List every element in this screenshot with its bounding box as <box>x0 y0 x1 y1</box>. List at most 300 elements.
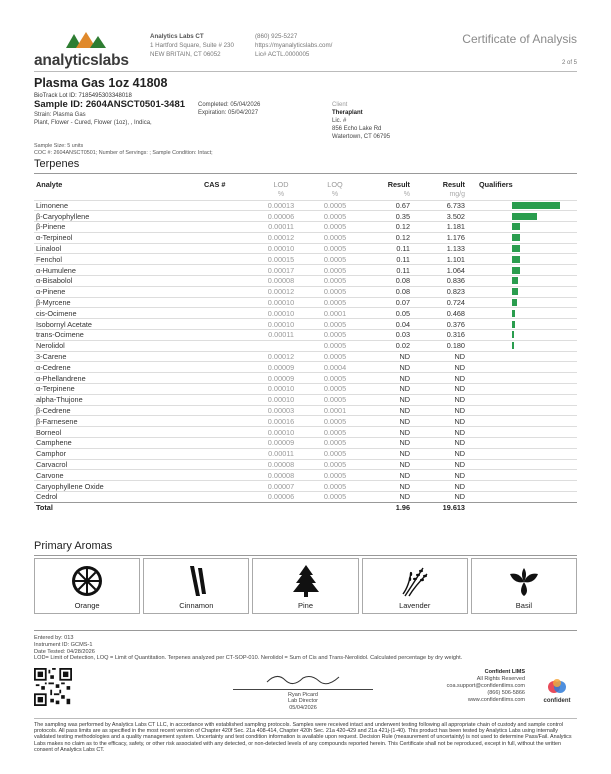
cas-number <box>202 481 254 492</box>
total-pct: 1.96 <box>362 502 412 513</box>
dates-block <box>198 101 260 117</box>
unit-result-mg: mg/g <box>449 191 465 199</box>
result-pct: ND <box>362 470 412 481</box>
terpene-row <box>34 438 577 449</box>
result-mg: 1.064 <box>412 265 467 276</box>
result-mg: ND <box>412 394 467 405</box>
result-mg: ND <box>412 351 467 362</box>
unit-result-pct: % <box>403 191 410 199</box>
cas-number <box>202 286 254 297</box>
loq-value: 0.0005 <box>308 492 362 503</box>
qualifier-cell <box>467 481 577 492</box>
terpene-row <box>34 459 577 470</box>
loq-value: 0.0005 <box>308 330 362 341</box>
qualifier-cell <box>467 265 577 276</box>
analyte-name: Caryophyllene Oxide <box>34 481 202 492</box>
result-mg: ND <box>412 470 467 481</box>
result-pct: 0.11 <box>362 254 412 265</box>
terpene-row <box>34 297 577 308</box>
terpene-row <box>34 470 577 481</box>
analyte-name: Cedrol <box>34 492 202 503</box>
client-block <box>332 101 390 141</box>
lims-email[interactable]: coa.support@confidentlims.com <box>446 683 525 689</box>
result-pct: ND <box>362 405 412 416</box>
disclaimer-divider <box>34 718 577 719</box>
lod-value: 0.00010 <box>254 394 308 405</box>
result-mg: 6.733 <box>412 200 467 211</box>
terpene-row <box>34 286 577 297</box>
lab-phone: (860) 925-5227 <box>255 33 298 40</box>
analyte-name: α-Phellandrene <box>34 373 202 384</box>
result-pct: 0.07 <box>362 297 412 308</box>
cas-number <box>202 373 254 384</box>
terpene-row <box>34 340 577 351</box>
terpene-row <box>34 427 577 438</box>
pine-icon <box>288 564 324 598</box>
terpene-row <box>34 394 577 405</box>
cas-number <box>202 470 254 481</box>
result-pct: 0.11 <box>362 265 412 276</box>
instrument-id: Instrument ID: GCMS-1 <box>34 641 93 648</box>
lod-value: 0.00010 <box>254 243 308 254</box>
analyte-name: α-Cedrene <box>34 362 202 373</box>
loq-value: 0.0005 <box>308 243 362 254</box>
result-mg: ND <box>412 492 467 503</box>
terpene-row <box>34 243 577 254</box>
aroma-card-basil <box>471 558 577 614</box>
signature-line <box>233 689 373 690</box>
lod-value: 0.00010 <box>254 319 308 330</box>
qualifier-cell <box>467 427 577 438</box>
terpene-row <box>34 276 577 287</box>
loq-value: 0.0005 <box>308 481 362 492</box>
analyte-name: α-Pinene <box>34 286 202 297</box>
aroma-label: Cinnamon <box>179 601 214 610</box>
result-pct: 0.05 <box>362 308 412 319</box>
cas-number <box>202 384 254 395</box>
loq-value: 0.0005 <box>308 276 362 287</box>
loq-value: 0.0004 <box>308 362 362 373</box>
cas-number <box>202 222 254 233</box>
analyte-name: β-Cedrene <box>34 405 202 416</box>
lod-value: 0.00009 <box>254 438 308 449</box>
lod-value: 0.00010 <box>254 427 308 438</box>
signature-icon <box>263 672 343 686</box>
terpene-row <box>34 448 577 459</box>
qualifier-cell <box>467 286 577 297</box>
lims-block <box>447 669 525 704</box>
terpene-row <box>34 416 577 427</box>
cas-number <box>202 319 254 330</box>
aroma-label: Basil <box>515 601 533 610</box>
completed-date: Completed: 05/04/2026 <box>198 102 261 108</box>
qualifier-cell <box>467 384 577 395</box>
lod-value: 0.00003 <box>254 405 308 416</box>
analyte-name: Camphor <box>34 448 202 459</box>
terpenes-section-title: Terpenes <box>34 158 80 170</box>
lod-value: 0.00008 <box>254 459 308 470</box>
analyte-name: cis-Ocimene <box>34 308 202 319</box>
cas-number <box>202 232 254 243</box>
qualifier-cell <box>467 492 577 503</box>
qualifier-cell <box>467 319 577 330</box>
aroma-card-cinnamon <box>143 558 249 614</box>
aroma-label: Orange <box>74 601 100 610</box>
aroma-card-orange <box>34 558 140 614</box>
loq-value: 0.0005 <box>308 200 362 211</box>
result-pct: ND <box>362 438 412 449</box>
analyte-name: 3-Carene <box>34 351 202 362</box>
result-pct: ND <box>362 427 412 438</box>
result-mg: 0.316 <box>412 330 467 341</box>
lims-phone: (866) 506-5866 <box>487 690 525 696</box>
result-pct: ND <box>362 492 412 503</box>
aromas-divider <box>34 555 577 556</box>
result-mg: ND <box>412 373 467 384</box>
col-lod: LOD <box>273 179 289 189</box>
cas-number <box>202 362 254 373</box>
qualifier-cell <box>467 276 577 287</box>
client-name: Theraplant <box>332 110 363 116</box>
analyte-name: β-Pinene <box>34 222 202 233</box>
loq-value: 0.0005 <box>308 286 362 297</box>
lod-note: LOD= Limit of Detection, LOQ = Limit of Quantitation. Terpenes analyzed per CT-SOP-010. Nerolidol = Sum of Cis and Trans-Nerolidol. Calculated percentage by dry weight. <box>34 655 463 662</box>
terpene-row <box>34 232 577 243</box>
result-mg: 0.376 <box>412 319 467 330</box>
qualifier-cell <box>467 470 577 481</box>
document-title: Certificate of Analysis <box>462 32 577 46</box>
total-loq <box>308 502 362 513</box>
qualifier-cell <box>467 297 577 308</box>
terpene-row <box>34 405 577 416</box>
sample-size-block <box>34 143 213 157</box>
terpene-bar <box>512 202 560 209</box>
loq-value: 0.0001 <box>308 405 362 416</box>
result-mg: 0.468 <box>412 308 467 319</box>
logo-mark-icon <box>64 30 108 50</box>
lod-value: 0.00009 <box>254 373 308 384</box>
analyte-name: Carvacrol <box>34 459 202 470</box>
lod-value: 0.00011 <box>254 330 308 341</box>
logo-text: analyticslabs <box>34 52 129 69</box>
loq-value: 0.0005 <box>308 470 362 481</box>
result-mg: 1.176 <box>412 232 467 243</box>
footer-meta <box>34 635 462 662</box>
terpene-row <box>34 330 577 341</box>
analyte-name: alpha-Thujone <box>34 394 202 405</box>
result-mg: ND <box>412 427 467 438</box>
loq-value: 0.0005 <box>308 384 362 395</box>
cas-number <box>202 243 254 254</box>
client-address-line1: 856 Echo Lake Rd <box>332 126 382 132</box>
analyte-name: Fenchol <box>34 254 202 265</box>
qualifier-cell <box>467 351 577 362</box>
cas-number <box>202 394 254 405</box>
unit-loq: % <box>331 191 339 199</box>
analyte-name: β-Farnesene <box>34 416 202 427</box>
confident-logo-text: confident <box>543 698 571 704</box>
qualifier-cell <box>467 362 577 373</box>
cas-number <box>202 492 254 503</box>
result-pct: 0.11 <box>362 243 412 254</box>
unit-lod: % <box>277 191 285 199</box>
lod-value: 0.00007 <box>254 481 308 492</box>
analyte-name: α-Humulene <box>34 265 202 276</box>
loq-value: 0.0005 <box>308 416 362 427</box>
loq-value: 0.0005 <box>308 232 362 243</box>
result-mg: 1.101 <box>412 254 467 265</box>
terpene-bar <box>512 321 515 328</box>
signature-block <box>233 672 373 711</box>
result-mg: ND <box>412 405 467 416</box>
result-pct: ND <box>362 416 412 427</box>
units-row <box>34 190 577 200</box>
lims-rights: All Rights Reserved <box>476 676 525 682</box>
aromas-row <box>34 558 577 614</box>
cas-number <box>202 330 254 341</box>
lab-contact-block <box>255 32 332 59</box>
terpene-bar <box>512 288 518 295</box>
sample-id: Sample ID: 2604ANSCT0501-3481 <box>34 99 186 110</box>
analyte-name: α-Terpinene <box>34 384 202 395</box>
result-pct: ND <box>362 448 412 459</box>
terpene-row <box>34 200 577 211</box>
sample-size: Sample Size: 5 units <box>34 143 84 149</box>
lab-website[interactable]: https://myanalyticslabs.com/ <box>255 42 333 49</box>
result-pct: 0.67 <box>362 200 412 211</box>
disclaimer: The sampling was performed by Analytics Labs CT LLC, in accordance with established sampling protocols. Samples were received intact and underwent testing following all appropriate chain of custody and sample control protocols. All pass limits are as specified in the most recent version of Chapter 420f Sec. 21a 408-414, Chapter 420h Sec. 21a 420-429 and 21a 421j-(1-40). This product has been tested by Analytics Labs using internally validated testing methodologies and a quality management system. Uncertainty and test condition information is available upon request. Decision Rule (measurement of uncertainty) is not used to determine Pass/Fail. Analytics Labs makes no claim as to the efficacy, safety, or other risk associated with any detected, or non-detected levels of any compounds reported herein. This Certificate shall not be reproduced, except in full, without the written consent of Analytics Labs CT. <box>34 722 572 753</box>
lod-value: 0.00008 <box>254 470 308 481</box>
qualifier-cell <box>467 254 577 265</box>
cas-number <box>202 416 254 427</box>
signer-title: Lab Director <box>288 698 318 704</box>
entered-by: Entered by: 013 <box>34 635 74 641</box>
analyte-name: β-Myrcene <box>34 297 202 308</box>
aromas-section-title: Primary Aromas <box>34 540 113 552</box>
client-label: Client <box>332 102 348 108</box>
lod-value <box>254 340 308 351</box>
lab-name: Analytics Labs CT <box>150 33 204 40</box>
terpenes-table <box>34 178 577 513</box>
loq-value: 0.0005 <box>308 448 362 459</box>
qualifier-cell <box>467 200 577 211</box>
terpene-row <box>34 351 577 362</box>
lod-value: 0.00010 <box>254 308 308 319</box>
terpene-bar <box>512 213 537 220</box>
loq-value: 0.0005 <box>308 319 362 330</box>
result-pct: ND <box>362 373 412 384</box>
client-address-line2: Watertown, CT 06795 <box>332 134 391 140</box>
qualifier-cell <box>467 330 577 341</box>
result-pct: 0.08 <box>362 276 412 287</box>
result-pct: ND <box>362 481 412 492</box>
analyte-name: Borneol <box>34 427 202 438</box>
result-mg: ND <box>412 459 467 470</box>
analyte-name: α-Bisabolol <box>34 276 202 287</box>
result-pct: 0.04 <box>362 319 412 330</box>
terpene-bar <box>512 223 520 230</box>
terpene-row <box>34 265 577 276</box>
terpene-row <box>34 211 577 222</box>
cas-number <box>202 211 254 222</box>
cas-number <box>202 254 254 265</box>
result-pct: 0.08 <box>362 286 412 297</box>
lab-address-block <box>150 32 234 59</box>
terpene-row <box>34 222 577 233</box>
lod-value: 0.00012 <box>254 286 308 297</box>
total-row <box>34 502 577 513</box>
lod-value: 0.00009 <box>254 362 308 373</box>
analyte-name: Carvone <box>34 470 202 481</box>
total-lod <box>254 502 308 513</box>
qr-code-icon[interactable] <box>34 668 72 706</box>
loq-value: 0.0005 <box>308 351 362 362</box>
cas-number <box>202 459 254 470</box>
result-mg: ND <box>412 362 467 373</box>
analyte-name: Nerolidol <box>34 340 202 351</box>
analyte-name: Limonene <box>34 200 202 211</box>
terpene-row <box>34 384 577 395</box>
terpene-bar <box>512 267 520 274</box>
terpenes-divider <box>34 173 577 174</box>
cas-number <box>202 265 254 276</box>
loq-value: 0.0005 <box>308 211 362 222</box>
result-mg: 0.836 <box>412 276 467 287</box>
loq-value: 0.0005 <box>308 373 362 384</box>
aroma-label: Pine <box>298 601 314 610</box>
basil-icon <box>506 564 542 598</box>
qualifier-cell <box>467 448 577 459</box>
lod-value: 0.00010 <box>254 384 308 395</box>
terpene-row <box>34 362 577 373</box>
loq-value: 0.0005 <box>308 265 362 276</box>
loq-value: 0.0005 <box>308 438 362 449</box>
result-pct: 0.12 <box>362 232 412 243</box>
aroma-label: Lavender <box>399 601 431 610</box>
cas-number <box>202 448 254 459</box>
date-tested: Date Tested: 04/28/2026 <box>34 648 95 655</box>
result-pct: ND <box>362 459 412 470</box>
result-mg: ND <box>412 481 467 492</box>
qualifier-cell <box>467 222 577 233</box>
page-number: 2 of 5 <box>561 60 577 66</box>
terpenes-header-row <box>34 178 577 190</box>
product-title: Plasma Gas 1oz 41808 <box>34 76 168 90</box>
terpene-bar <box>512 342 514 349</box>
aroma-card-pine <box>252 558 358 614</box>
result-mg: ND <box>412 448 467 459</box>
loq-value: 0.0005 <box>308 222 362 233</box>
qualifier-cell <box>467 373 577 384</box>
qualifier-cell <box>467 340 577 351</box>
col-analyte: Analyte <box>36 179 63 189</box>
terpene-row <box>34 492 577 503</box>
lod-value: 0.00016 <box>254 416 308 427</box>
sample-meta <box>34 111 152 127</box>
cas-number <box>202 276 254 287</box>
signer-name: Ryan Picard <box>288 691 318 698</box>
result-pct: ND <box>362 384 412 395</box>
result-mg: 0.180 <box>412 340 467 351</box>
loq-value: 0.0005 <box>308 254 362 265</box>
result-mg: 0.823 <box>412 286 467 297</box>
loq-value: 0.0005 <box>308 394 362 405</box>
terpene-bar <box>512 245 520 252</box>
result-pct: 0.02 <box>362 340 412 351</box>
loq-value: 0.0001 <box>308 308 362 319</box>
terpene-bar <box>512 331 514 338</box>
loq-value: 0.0005 <box>308 427 362 438</box>
terpene-bar <box>512 256 520 263</box>
col-result-pct: Result <box>387 179 410 189</box>
orange-icon <box>69 564 105 598</box>
result-mg: 3.502 <box>412 211 467 222</box>
coc-info: COC #: 2604ANSCT0501; Number of Servings: ; Sample Condition: Intact; <box>34 150 213 156</box>
lims-website[interactable]: www.confidentlims.com <box>467 697 525 703</box>
cas-number <box>202 200 254 211</box>
lab-address-line2: NEW BRITAIN, CT 06052 <box>150 51 221 58</box>
result-mg: 0.724 <box>412 297 467 308</box>
client-license: Lic. # <box>332 118 347 124</box>
col-loq: LOQ <box>327 179 343 189</box>
lod-value: 0.00010 <box>254 297 308 308</box>
terpene-bar <box>512 277 518 284</box>
qualifier-cell <box>467 308 577 319</box>
cas-number <box>202 297 254 308</box>
lod-value: 0.00008 <box>254 276 308 287</box>
aroma-card-lavender <box>362 558 468 614</box>
strain: Strain: Plasma Gas <box>34 112 86 118</box>
cas-number <box>202 427 254 438</box>
confident-logo-icon <box>546 678 568 696</box>
analyte-name: Isobornyl Acetate <box>34 319 202 330</box>
analytics-labs-logo <box>34 30 139 70</box>
lod-value: 0.00006 <box>254 211 308 222</box>
col-cas: CAS # <box>204 179 226 189</box>
qualifier-cell <box>467 459 577 470</box>
lavender-icon <box>397 564 433 598</box>
result-pct: 0.03 <box>362 330 412 341</box>
lod-value: 0.00006 <box>254 492 308 503</box>
col-result-mg: Result <box>442 179 465 189</box>
cas-number <box>202 405 254 416</box>
cas-number <box>202 438 254 449</box>
total-mg: 19.613 <box>412 502 467 513</box>
lod-value: 0.00017 <box>254 265 308 276</box>
result-pct: ND <box>362 394 412 405</box>
total-qualifier <box>467 502 577 513</box>
qualifier-cell <box>467 243 577 254</box>
matrix: Plant, Flower - Cured, Flower (1oz), , Indica, <box>34 120 152 126</box>
result-mg: 1.181 <box>412 222 467 233</box>
lims-name: Confident LIMS <box>484 669 525 675</box>
result-pct: ND <box>362 351 412 362</box>
biotrack-lot-id: BioTrack Lot ID: 7185495303348018 <box>34 93 132 99</box>
qualifier-cell <box>467 232 577 243</box>
lod-value: 0.00012 <box>254 232 308 243</box>
qualifier-cell <box>467 405 577 416</box>
header-divider <box>34 71 577 72</box>
total-cas <box>202 502 254 513</box>
terpene-bar <box>512 234 520 241</box>
cinnamon-icon <box>178 564 214 598</box>
terpene-row <box>34 308 577 319</box>
footer-divider <box>34 630 577 631</box>
col-qualifiers: Qualifiers <box>479 179 513 189</box>
terpene-bar <box>512 299 517 306</box>
result-mg: 1.133 <box>412 243 467 254</box>
terpene-bar <box>512 310 515 317</box>
